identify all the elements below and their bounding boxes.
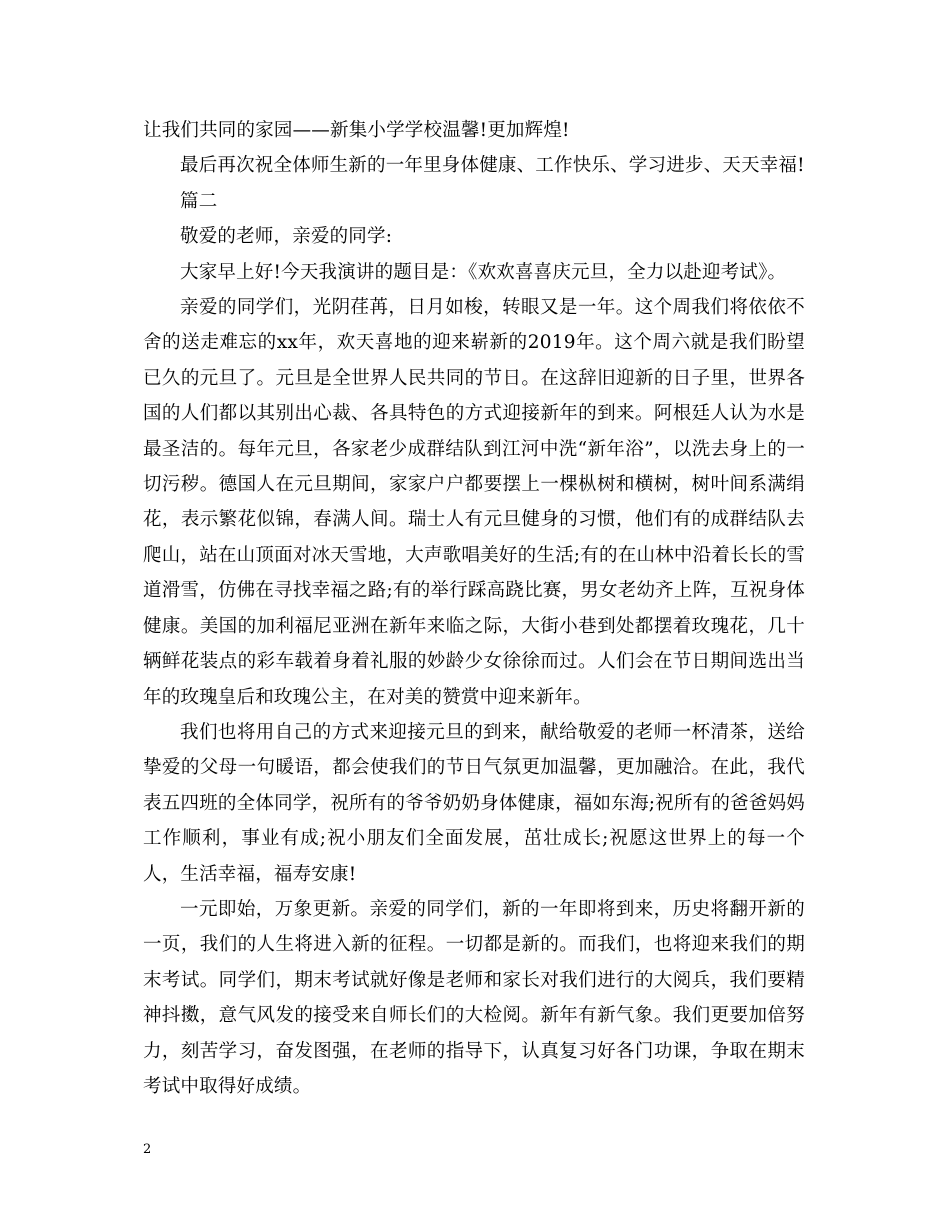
paragraph-speech-title: 大家早上好!今天我演讲的题目是：《欢欢喜喜庆元旦，全力以赴迎考试》。 (180, 261, 787, 283)
page-number: 2 (143, 1142, 152, 1157)
paragraph-salutation: 敬爱的老师，亲爱的同学: (180, 226, 393, 248)
paragraph-greetings: 我们也将用自己的方式来迎接元旦的到来，献给敬爱的老师一杯清茶，送给挚爱的父母一句暖语，都会使我们的节日气氛更加温馨，更加融洽。在此，我代表五四班的全体同学，祝所有的爷爷奶奶身体健康，福如东海;祝所有的爸爸妈妈工作顺利，事业有成;祝小朋友们全面发展，茁壮成长;祝愿这世界上的每一个人，生活幸福，福寿安康! (143, 721, 805, 885)
paragraph-new-year-customs: 亲爱的同学们，光阴荏苒，日月如梭，转眼又是一年。这个周我们将依依不舍的送走难忘的xx年，欢天喜地的迎来崭新的2019年。这个周六就是我们盼望已久的元旦了。元旦是全世界人民共同的节日。在这辞旧迎新的日子里，世界各国的人们都以其别出心裁、各具特色的方式迎接新年的到来。阿根廷人认为水是最圣洁的。每年元旦，各家老少成群结队到江河中洗“新年浴”，以洗去身上的一切污秽。德国人在元旦期间，家家户户都要摆上一棵枞树和横树，树叶间系满绢花，表示繁花似锦，春满人间。瑞士人有元旦健身的习惯，他们有的成群结队去爬山，站在山顶面对冰天雪地，大声歌唱美好的生活;有的在山林中沿着长长的雪道滑雪，仿佛在寻找幸福之路;有的举行踩高跷比赛，男女老幼齐上阵，互祝身体健康。美国的加利福尼亚洲在新年来临之际，大街小巷到处都摆着玫瑰花，几十辆鲜花装点的彩车载着身着礼服的妙龄少女徐徐而过。人们会在节日期间选出当年的玫瑰皇后和玫瑰公主，在对美的赞赏中迎来新年。 (143, 297, 805, 708)
paragraph-closing-line: 让我们共同的家园——新集小学学校温馨!更加辉煌! (143, 120, 570, 141)
section-heading-part-two: 篇二 (180, 190, 218, 212)
paragraph-exam-encouragement: 一元即始，万象更新。亲爱的同学们，新的一年即将到来，历史将翻开新的一页，我们的人生将进入新的征程。一切都是新的。而我们，也将迎来我们的期末考试。同学们，期末考试就好像是老师和家长对我们进行的大阅兵，我们要精神抖擞，意气风发的接受来自师长们的大检阅。新年有新气象。我们更要加倍努力，刻苦学习，奋发图强，在老师的指导下，认真复习好各门功课，争取在期末考试中取得好成绩。 (143, 898, 805, 1097)
paragraph-final-wishes: 最后再次祝全体师生新的一年里身体健康、工作快乐、学习进步、天天幸福! (180, 155, 805, 177)
document-body (143, 113, 805, 1104)
